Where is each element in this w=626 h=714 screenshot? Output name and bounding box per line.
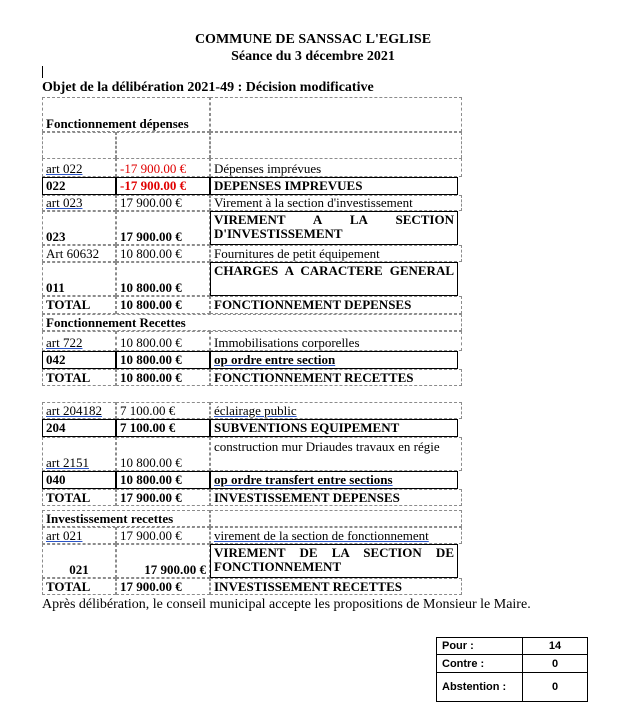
chapter-label: DEPENSES IMPREVUES	[210, 177, 458, 195]
account-code: art 204182	[42, 402, 116, 419]
total-amount: 17 900.00 €	[116, 578, 210, 595]
chapter-code: 042	[42, 351, 116, 369]
account-code: Art 60632	[42, 245, 116, 262]
chapter-label: CHARGES A CARACTERE GENERAL	[210, 262, 458, 296]
chapter-code: 011	[42, 262, 116, 296]
chapter-amount: 10 800.00 €	[116, 262, 210, 296]
chapter-amount: 17 900.00 €	[116, 211, 210, 245]
vote-row-pour	[436, 637, 588, 655]
chapter-label: VIREMENT DE LA SECTION DE FONCTIONNEMENT	[210, 544, 458, 578]
vote-label: Abstention :	[442, 681, 507, 693]
empty-cell	[210, 97, 462, 132]
label: Dépenses imprévues	[210, 158, 462, 177]
spacer-cell	[42, 132, 116, 158]
section-title-invest-rec: Investissement recettes	[42, 510, 210, 527]
deliberation-subject: Objet de la délibération 2021-49 : Décision modificative	[42, 80, 374, 95]
chapter-label: op ordre entre section	[210, 351, 458, 369]
session-date: Séance du 3 décembre 2021	[231, 49, 395, 64]
total-label: TOTAL	[42, 578, 116, 595]
chapter-amount: -17 900.00 €	[116, 177, 210, 195]
vote-label: Contre :	[442, 657, 485, 670]
amount: -17 900.00 €	[116, 158, 210, 177]
total-amount: 17 900.00 €	[116, 489, 210, 506]
total-label: TOTAL	[42, 489, 116, 506]
chapter-label: VIREMENT A LA SECTION D'INVESTISSEMENT	[210, 211, 458, 245]
total-amount: 10 800.00 €	[116, 296, 210, 314]
section-title-fonct-dep: Fonctionnement dépenses	[42, 97, 210, 132]
amount: 10 800.00 €	[116, 331, 210, 351]
vote-value: 0	[522, 655, 587, 672]
conclusion-text: Après délibération, le conseil municipal accepte les propositions de Monsieur le Maire.	[42, 597, 531, 612]
chapter-amount: 10 800.00 €	[116, 471, 210, 489]
account-code: art 2151	[42, 437, 116, 471]
spacer-cell	[210, 132, 462, 158]
empty-cell	[210, 510, 462, 527]
vote-label: Pour :	[442, 640, 474, 652]
total-section-label: INVESTISSEMENT RECETTES	[210, 578, 462, 595]
chapter-amount: 17 900.00 €	[116, 544, 210, 578]
total-label: TOTAL	[42, 296, 116, 314]
amount: 10 800.00 €	[116, 437, 210, 471]
label: virement de la section de fonctionnement	[210, 527, 462, 544]
vote-row-contre	[436, 654, 588, 673]
chapter-code: 022	[42, 177, 116, 195]
amount: 17 900.00 €	[116, 195, 210, 211]
commune-title: COMMUNE DE SANSSAC L'EGLISE	[194, 32, 432, 47]
chapter-label: op ordre transfert entre sections	[210, 471, 458, 489]
label: éclairage public	[210, 402, 462, 419]
label: construction mur Driaudes travaux en régie	[210, 437, 462, 471]
total-section-label: INVESTISSEMENT DEPENSES	[210, 489, 462, 506]
vote-box	[436, 637, 588, 701]
chapter-code: 021	[42, 544, 116, 578]
account-code: art 023	[42, 195, 116, 211]
label: Virement à la section d'investissement	[210, 195, 462, 211]
label: Immobilisations corporelles	[210, 331, 462, 351]
amount: 17 900.00 €	[116, 527, 210, 544]
amount: 10 800.00 €	[116, 245, 210, 262]
vote-value: 0	[522, 673, 587, 701]
total-amount: 10 800.00 €	[116, 369, 210, 386]
chapter-amount: 10 800.00 €	[116, 351, 210, 369]
label: Fournitures de petit équipement	[210, 245, 462, 262]
total-label: TOTAL	[42, 369, 116, 386]
text-cursor	[42, 66, 43, 78]
chapter-code: 023	[42, 211, 116, 245]
spacer-cell	[116, 132, 210, 158]
account-code: art 722	[42, 331, 116, 351]
account-code: art 021	[42, 527, 116, 544]
account-code: art 022	[42, 158, 116, 177]
vote-row-abstention	[436, 672, 588, 702]
total-section-label: FONCTIONNEMENT DEPENSES	[210, 296, 462, 314]
chapter-amount: 7 100.00 €	[116, 419, 210, 437]
total-section-label: FONCTIONNEMENT RECETTES	[210, 369, 462, 386]
section-title-fonct-rec: Fonctionnement Recettes	[42, 314, 462, 331]
chapter-code: 040	[42, 471, 116, 489]
chapter-code: 204	[42, 419, 116, 437]
chapter-label: SUBVENTIONS EQUIPEMENT	[210, 419, 458, 437]
amount: 7 100.00 €	[116, 402, 210, 419]
vote-value: 14	[522, 638, 587, 654]
